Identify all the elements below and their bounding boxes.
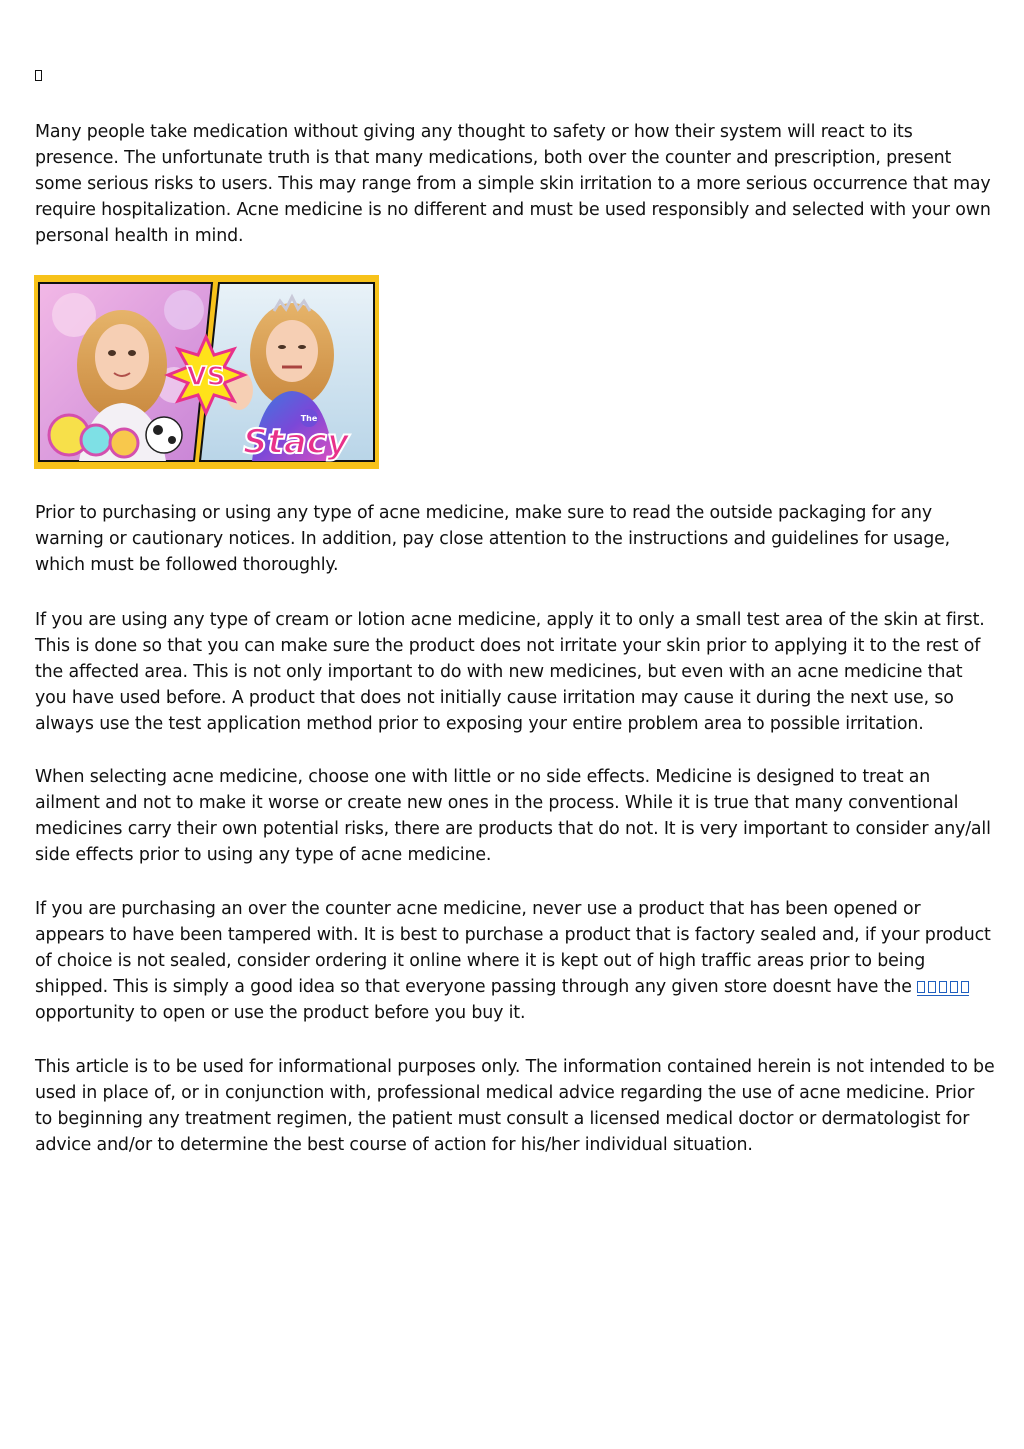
paragraph-text-before-link: If you are purchasing an over the counter acne medicine, never use a product that has been opened or appears to have been tampered with. It is best to purchase a product that is factory sealed and, if your product of choice is not sealed, consider ordering it online where it is kept out of high traffic areas prior to being shipped. This is simply a good idea so that everyone passing through any given store doesnt have the bbox=[35, 899, 991, 997]
link-glyph-icon bbox=[939, 981, 947, 993]
paragraph-packaging: Prior to purchasing or using any type of acne medicine, make sure to read the outside packaging for any warning or cautionary notices. In addition, pay close attention to the instructions and guidelines for usage, which must be followed thoroughly. bbox=[35, 503, 951, 575]
svg-text:The: The bbox=[300, 414, 318, 423]
paragraph-text-after-link: opportunity to open or use the product before you buy it. bbox=[35, 1003, 526, 1023]
paragraph-test-area: If you are using any type of cream or lotion acne medicine, apply it to only a small test area of the skin at first. This is done so that you can make sure the product does not irritate your skin prior to applying it to the rest of the affected area. This is not only important to do with new medicines, but even with an acne medicine that you have used before. A product that does not initially cause irritation may cause it during the next use, so always use the test application method prior to exposing your entire problem area to possible irritation. bbox=[35, 610, 985, 734]
paragraph-intro: Many people take medication without giving any thought to safety or how their system will react to its presence. The unfortunate truth is that many medications, both over the counter and prescription, present some serious risks to users. This may range from a simple skin irritation to a more serious occurrence that may require hospitalization. Acne medicine is no different and must be used responsibly and selected with your own personal health in mind. bbox=[35, 122, 991, 246]
svg-text:Stacy: Stacy bbox=[242, 422, 350, 462]
paragraph-side-effects: When selecting acne medicine, choose one with little or no side effects. Medicine is designed to treat an ailment and not to make it worse or create new ones in the process. While it is true that many conventional medicines carry their own potential risks, there are products that do not. It is very important to consider any/all side effects prior to using any type of acne medicine. bbox=[35, 767, 991, 865]
vs-burst bbox=[168, 337, 244, 413]
video-thumbnail-image bbox=[34, 275, 379, 469]
link-glyph-icon bbox=[928, 981, 936, 993]
paragraph-disclaimer: This article is to be used for informational purposes only. The information contained herein is not intended to be used in place of, or in conjunction with, professional medical advice regarding the use of acne medicine. Prior to beginning any treatment regimen, the patient must consult a licensed medical doctor or dermatologist for advice and/or to determine the best course of action for his/her individual situation. bbox=[35, 1057, 995, 1155]
link-glyph-icon bbox=[917, 981, 925, 993]
link-glyph-icon bbox=[961, 981, 969, 993]
link-glyph-icon bbox=[950, 981, 958, 993]
inline-link[interactable] bbox=[917, 980, 969, 996]
missing-glyph-icon bbox=[35, 70, 42, 81]
paragraph-sealed-product bbox=[35, 896, 995, 1026]
vs-label: VS bbox=[186, 362, 226, 392]
